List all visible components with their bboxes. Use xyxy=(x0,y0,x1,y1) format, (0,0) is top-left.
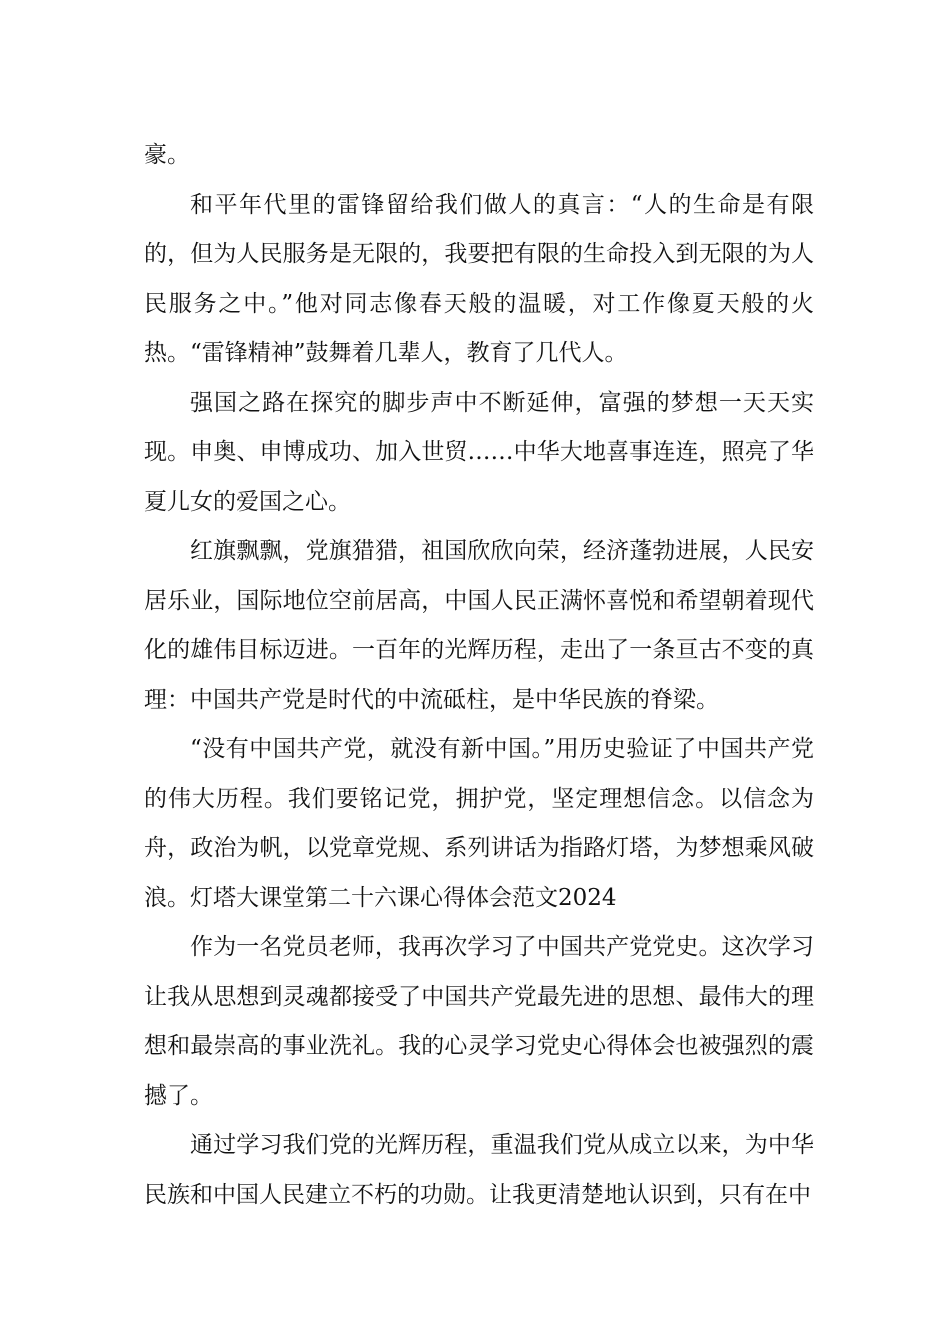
paragraph-glorious-history: 通过学习我们党的光辉历程，重温我们党从成立以来，为中华民族和中国人民建立不朽的功勋。让我更清楚地认识到，只有在中 xyxy=(144,1132,814,1208)
paragraph-strong-nation: 强国之路在探究的脚步声中不断延伸，富强的梦想一天天实现。申奥、申博成功、加入世贸……中华大地喜事连连，照亮了华夏儿女的爱国之心。 xyxy=(144,389,814,515)
paragraph-red-flag: 红旗飘飘，党旗猎猎，祖国欣欣向荣，经济蓬勃进展，人民安居乐业，国际地位空前居高，中国人民正满怀喜悦和希望朝着现代化的雄伟目标迈进。一百年的光辉历程，走出了一条亘古不变的真理：中国共产党是时代的中流砥柱，是中华民族的脊梁。 xyxy=(144,538,814,713)
paragraph-no-party: “没有中国共产党，就没有新中国。”用历史验证了中国共产党的伟大历程。我们要铭记党，拥护党，坚定理想信念。以信念为舟，政治为帆，以党章党规、系列讲话为指路灯塔，为梦想乘风破浪。灯塔大课堂第二十六课心得体会范文2024 xyxy=(144,736,814,911)
paragraph-party-teacher: 作为一名党员老师，我再次学习了中国共产党党史。这次学习让我从思想到灵魂都接受了中国共产党最先进的思想、最伟大的理想和最崇高的事业洗礼。我的心灵学习党史心得体会也被强烈的震撼了。 xyxy=(144,934,814,1109)
paragraph-lei-feng: 和平年代里的雷锋留给我们做人的真言：“人的生命是有限的，但为人民服务是无限的，我要把有限的生命投入到无限的为人民服务之中。”他对同志像春天般的温暖，对工作像夏天般的火热。“雷锋精神”鼓舞着几辈人，教育了几代人。 xyxy=(144,191,814,366)
paragraph-continuation: 豪。 xyxy=(144,142,190,168)
document-body xyxy=(144,131,814,1220)
